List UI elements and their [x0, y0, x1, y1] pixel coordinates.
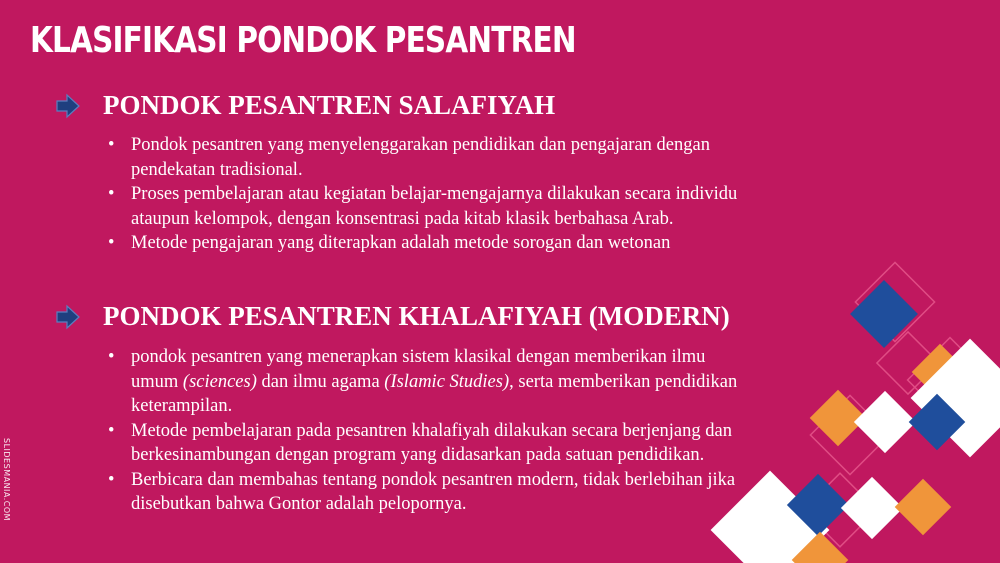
bullet-text: Metode pembelajaran pada pesantren khalafiyah dilakukan secara berjenjang dan berkesinambungan dengan program yang didasarkan pada satuan pendidikan.: [131, 420, 732, 465]
bullet-list-salafiyah: [108, 133, 768, 256]
bullet-item: • Proses pembelajaran atau kegiatan belajar-mengajarnya dilakukan secara individu ataupun kelompok, dengan konsentrasi pada kitab klasik berbahasa Arab.: [108, 184, 738, 229]
decor-diamond-orange-b: [810, 390, 867, 447]
bullet-item: • Pondok pesantren yang menyelenggarakan pendidikan dan pengajaran dengan pendekatan tradisional.: [108, 135, 710, 180]
section-heading-salafiyah: [55, 90, 555, 121]
decor-diamond-white-big: [911, 339, 1000, 458]
bullet-text-part: dan ilmu agama: [256, 371, 385, 392]
bullet-text: Metode pengajaran yang diterapkan adalah metode sorogan dan wetonan: [131, 233, 671, 253]
bullet-text: Berbicara dan membahas tentang pondok pesantren modern, tidak berlebihan jika disebutkan bahwa Gontor adalah pelopornya.: [131, 469, 736, 514]
decor-diamond-white-mid: [854, 391, 916, 453]
arrow-right-icon: [55, 304, 81, 330]
decor-diamond-orange-c: [895, 479, 952, 536]
decor-diamond-white-small: [841, 477, 903, 539]
bullet-text: Pondok pesantren yang menyelenggarakan pendidikan dan pengajaran dengan pendekatan tradisional.: [131, 135, 710, 180]
arrow-right-icon: [55, 93, 81, 119]
section-heading-khalafiyah: [55, 301, 730, 332]
bullet-text: Proses pembelajaran atau kegiatan belajar-mengajarnya dilakukan secara individu ataupun kelompok, dengan konsentrasi pada kitab klasik berbahasa Arab.: [131, 184, 738, 229]
bullet-text: [131, 347, 737, 416]
bullet-text-italic: (sciences): [182, 371, 257, 392]
bullet-list-khalafiyah: [108, 345, 748, 517]
slide-title: KLASIFIKASI PONDOK PESANTREN: [30, 20, 576, 61]
bullet-text-part: , serta memberikan pendidikan keterampilan.: [131, 371, 738, 416]
bullet-text-part: pondok pesantren yang menerapkan sistem klasikal dengan memberikan ilmu umum: [131, 347, 706, 392]
bullet-item: • Metode pengajaran yang diterapkan adalah metode sorogan dan wetonan: [108, 233, 671, 253]
bullet-item: • Berbicara dan membahas tentang pondok pesantren modern, tidak berlebihan jika disebutkan bahwa Gontor adalah pelopornya.: [108, 469, 736, 514]
bullet-item: • pondok pesantren yang menerapkan sistem klasikal dengan memberikan ilmu umum (sciences) dan ilmu agama (Islamic Studies), serta memberikan pendidikan keterampilan.: [108, 347, 738, 416]
decor-diamond-blue-top: [850, 280, 918, 348]
bullet-item: • Metode pembelajaran pada pesantren khalafiyah dilakukan secara berjenjang dan berkesinambungan dengan program yang didasarkan pada satuan pendidikan.: [108, 420, 732, 465]
section-heading-text: PONDOK PESANTREN KHALAFIYAH (MODERN): [103, 301, 730, 331]
watermark: SLIDESMANIA.COM: [2, 438, 11, 522]
section-heading-text: PONDOK PESANTREN SALAFIYAH: [103, 90, 556, 120]
bullet-text-italic: (Islamic Studies): [384, 371, 510, 392]
